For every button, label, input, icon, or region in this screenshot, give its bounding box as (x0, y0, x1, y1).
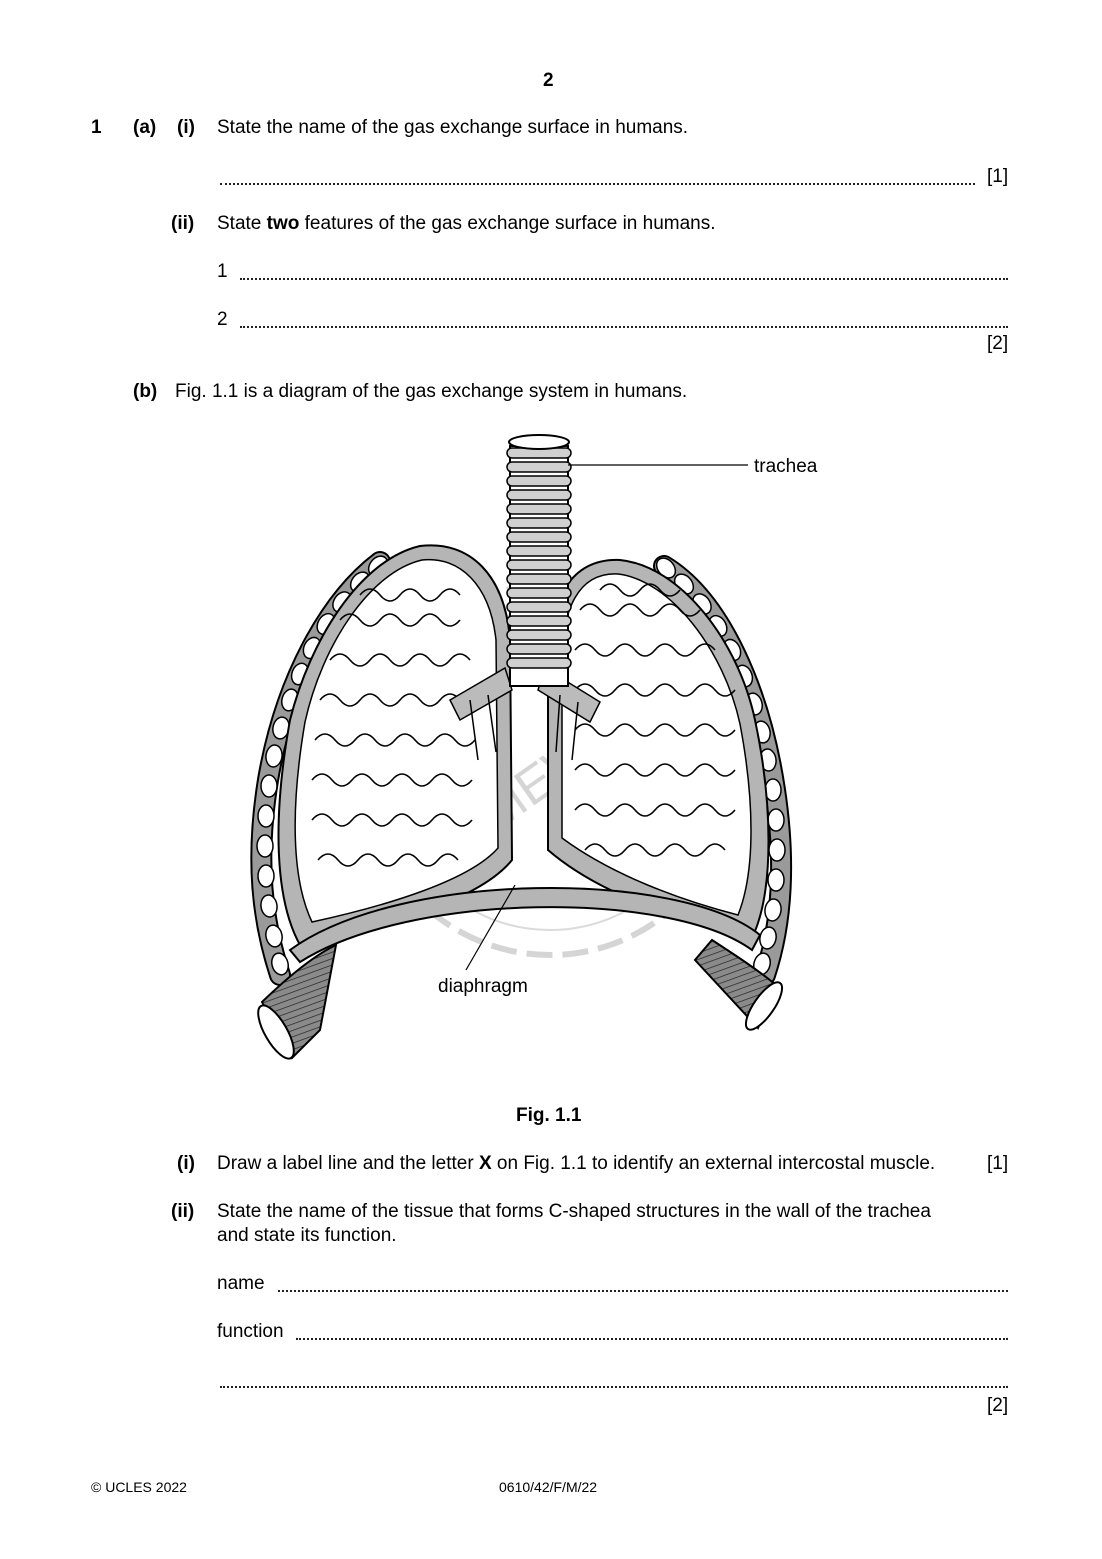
part-b-label: (b) (133, 381, 158, 402)
part-a-ii-text: State two features of the gas exchange surface in humans. (217, 213, 716, 234)
answer-line-name[interactable] (278, 1290, 1008, 1292)
part-b-i-label: (i) (177, 1153, 195, 1174)
name-label: name (217, 1273, 265, 1294)
mark-a-i: [1] (987, 166, 1009, 187)
part-b-ii-text-line1: State the name of the tissue that forms C-shaped structures in the wall of the trachea (217, 1201, 931, 1222)
mark-b-i: [1] (987, 1153, 1009, 1174)
mark-a-ii: [2] (987, 333, 1009, 354)
part-b-i-text: Draw a label line and the letter X on Fig. 1.1 to identify an external intercostal muscle. (217, 1153, 936, 1174)
footer-copyright: © UCLES 2022 (91, 1479, 187, 1495)
part-a-i-text: State the name of the gas exchange surface in humans. (217, 117, 689, 138)
part-b-ii-text-line2: and state its function. (217, 1225, 397, 1246)
left-muscle (251, 945, 336, 1063)
part-a-label: (a) (133, 117, 157, 138)
answer-line-function-1[interactable] (296, 1338, 1008, 1340)
answer-line-function-2[interactable] (220, 1386, 1008, 1388)
figure-caption: Fig. 1.1 (516, 1105, 582, 1126)
footer-code: 0610/42/F/M/22 (499, 1479, 598, 1495)
line-number-2: 2 (217, 309, 228, 330)
trachea (507, 435, 571, 686)
part-a-i-label: (i) (177, 117, 195, 138)
part-a-ii-label: (ii) (171, 213, 195, 234)
mark-b-ii: [2] (987, 1395, 1009, 1416)
question-number: 1 (91, 117, 102, 138)
trachea-label: trachea (754, 456, 818, 477)
part-b-text: Fig. 1.1 is a diagram of the gas exchange system in humans. (175, 381, 688, 402)
part-b-ii-label: (ii) (171, 1201, 195, 1222)
diaphragm-label: diaphragm (438, 976, 528, 997)
function-label: function (217, 1321, 284, 1342)
line-number-1: 1 (217, 261, 228, 282)
page-number: 2 (543, 70, 554, 91)
